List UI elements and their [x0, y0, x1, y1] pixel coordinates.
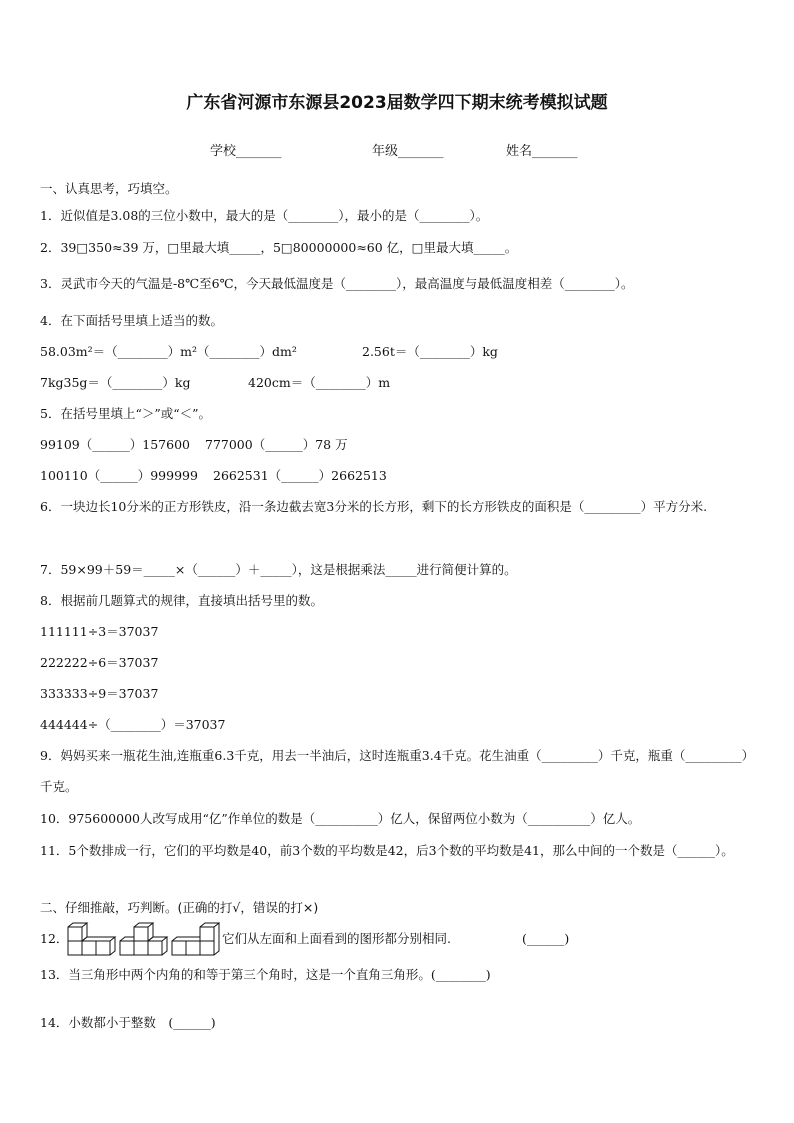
section-heading-fill-in: 一、认真思考，巧填空。 — [40, 181, 178, 196]
section-heading-judge: 二、仔细推敲，巧判断。(正确的打√，错误的打×) — [40, 900, 319, 915]
question-7: 7．59×99＋59＝_____×（______）＋_____），这是根据乘法_____进行简便计算的。 — [40, 562, 517, 577]
grade-field: 年级_______ — [372, 144, 444, 159]
question-5: 5．在括号里填上“＞”或“＜”。 — [40, 406, 212, 421]
question-8c: 333333÷9＝37037 — [40, 686, 159, 701]
question-12-number: 12． — [40, 931, 69, 946]
question-12-text: 它们从左面和上面看到的图形都分别相同. — [222, 931, 451, 946]
question-12-blank: (______) — [522, 931, 570, 946]
question-5d: 2662531（______）2662513 — [213, 468, 387, 483]
cube-figures — [66, 921, 220, 959]
question-3: 3．灵武市今天的气温是-8℃至6℃，今天最低温度是（________），最高温度与最低温度相差（________）。 — [40, 276, 634, 291]
question-2: 2．39□350≈39 万，□里最大填_____，5□80000000≈60 亿，□里最大填_____。 — [40, 240, 518, 255]
question-6: 6．一块边长10分米的正方形铁皮，沿一条边截去宽3分米的长方形，剩下的长方形铁皮的面积是（_________）平方分米. — [40, 499, 708, 514]
question-9: 9．妈妈买来一瓶花生油,连瓶重6.3千克，用去一半油后，这时连瓶重3.4千克。花生油重（_________）千克，瓶重（_________）千克。 — [40, 748, 755, 794]
school-field: 学校_______ — [210, 144, 282, 159]
question-4b: 2.56t＝（________）kg — [362, 344, 498, 359]
question-11: 11．5个数排成一行，它们的平均数是40，前3个数的平均数是42，后3个数的平均数是41，那么中间的一个数是（______）。 — [40, 843, 734, 858]
question-8: 8．根据前几题算式的规律，直接填出括号里的数。 — [40, 593, 323, 608]
question-4: 4．在下面括号里填上适当的数。 — [40, 313, 223, 328]
cube-figure-3 — [172, 923, 219, 955]
question-14: 14．小数都小于整数 (______) — [40, 1015, 216, 1030]
cube-figure-2 — [120, 923, 167, 955]
question-1: 1．近似值是3.08的三位小数中，最大的是（________），最小的是（________）。 — [40, 208, 489, 223]
name-field: 姓名_______ — [506, 144, 578, 159]
question-5b: 777000（______）78 万 — [205, 437, 348, 452]
question-5a: 99109（______）157600 — [40, 437, 190, 452]
question-4a: 58.03m²＝（________）m²（________）dm² — [40, 344, 297, 359]
question-8a: 111111÷3＝37037 — [40, 624, 159, 639]
page-title: 广东省河源市东源县2023届数学四下期末统考模拟试题 — [186, 93, 608, 113]
question-4c: 7kg35g＝（________）kg — [40, 375, 191, 390]
question-5c: 100110（______）999999 — [40, 468, 198, 483]
question-4d: 420cm＝（________）m — [248, 375, 391, 390]
question-8d: 444444÷（________）＝37037 — [40, 717, 226, 732]
cube-figure-1 — [68, 923, 115, 955]
question-8b: 222222÷6＝37037 — [40, 655, 159, 670]
question-10: 10．975600000人改写成用“亿”作单位的数是（__________）亿人，保留两位小数为（__________）亿人。 — [40, 811, 641, 826]
question-13: 13．当三角形中两个内角的和等于第三个角时，这是一个直角三角形。(________) — [40, 967, 491, 982]
